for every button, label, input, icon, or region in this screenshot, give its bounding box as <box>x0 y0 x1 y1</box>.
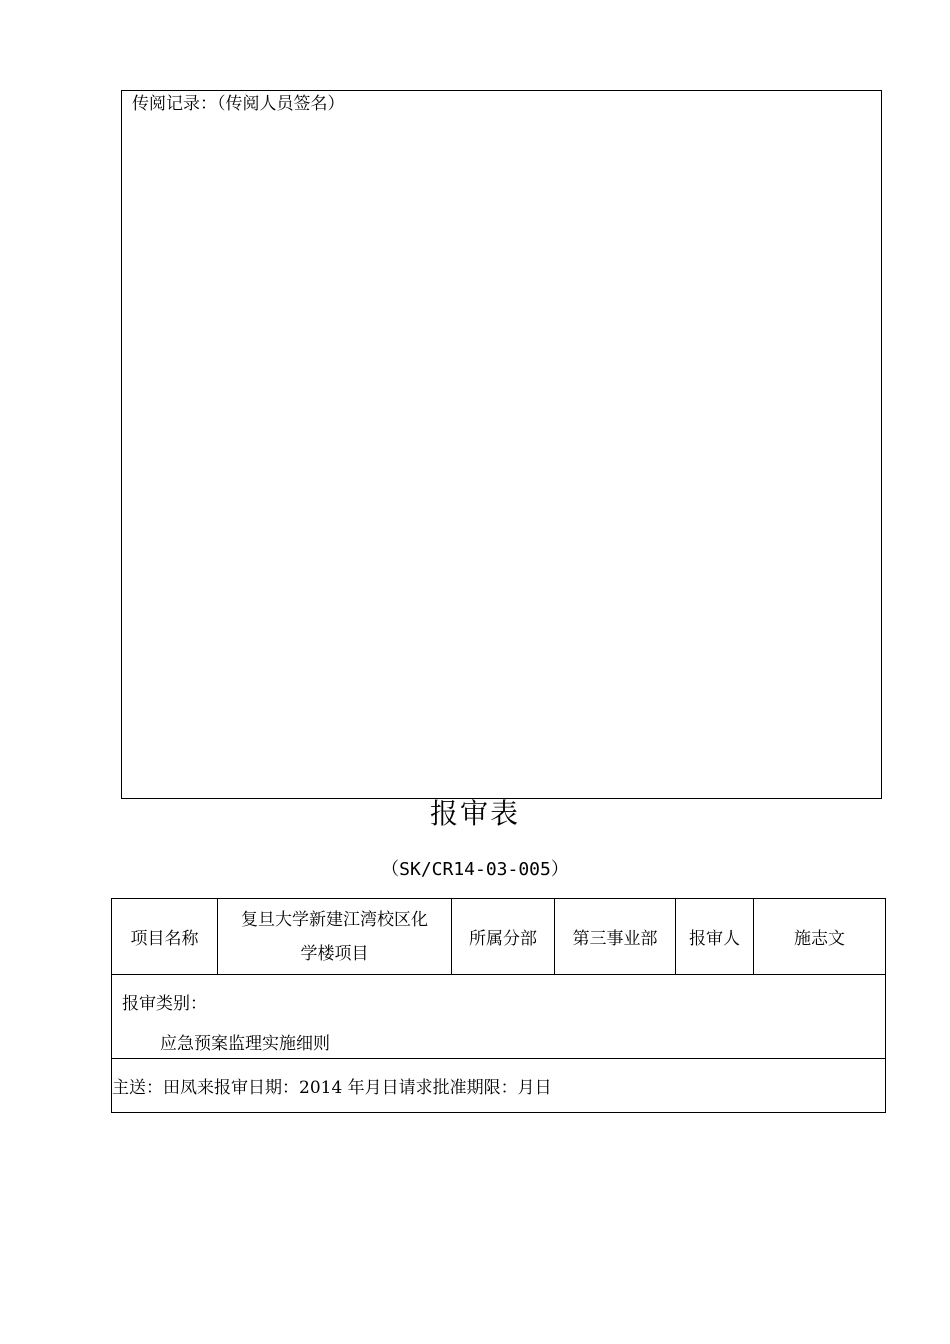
project-name-label: 项目名称 <box>112 899 218 975</box>
circulation-record-label: 传阅记录：（传阅人员签名） <box>132 94 345 114</box>
project-name-line2: 学楼项目 <box>300 943 369 964</box>
review-category-cell <box>112 975 886 1059</box>
project-name-line1: 复旦大学新建江湾校区化 <box>241 909 428 930</box>
project-info-row <box>112 899 886 975</box>
review-category-value: 应急预案监理实施细则 <box>160 1033 330 1054</box>
department-label: 所属分部 <box>452 899 555 975</box>
submission-info-text: 主送：田凤来报审日期：2014 年月日请求批准期限：月日 <box>112 1059 886 1113</box>
department-value: 第三事业部 <box>555 899 676 975</box>
project-name-value <box>218 899 452 975</box>
circulation-record-box <box>121 90 882 799</box>
submitter-label: 报审人 <box>676 899 754 975</box>
review-category-label: 报审类别： <box>122 993 207 1014</box>
form-title: 报审表 <box>429 797 520 830</box>
form-code: （SK/CR14-03-005） <box>381 859 569 880</box>
review-form-table <box>111 898 886 1113</box>
submitter-value: 施志文 <box>754 899 886 975</box>
review-category-row <box>112 975 886 1059</box>
submission-info-row <box>112 1059 886 1113</box>
